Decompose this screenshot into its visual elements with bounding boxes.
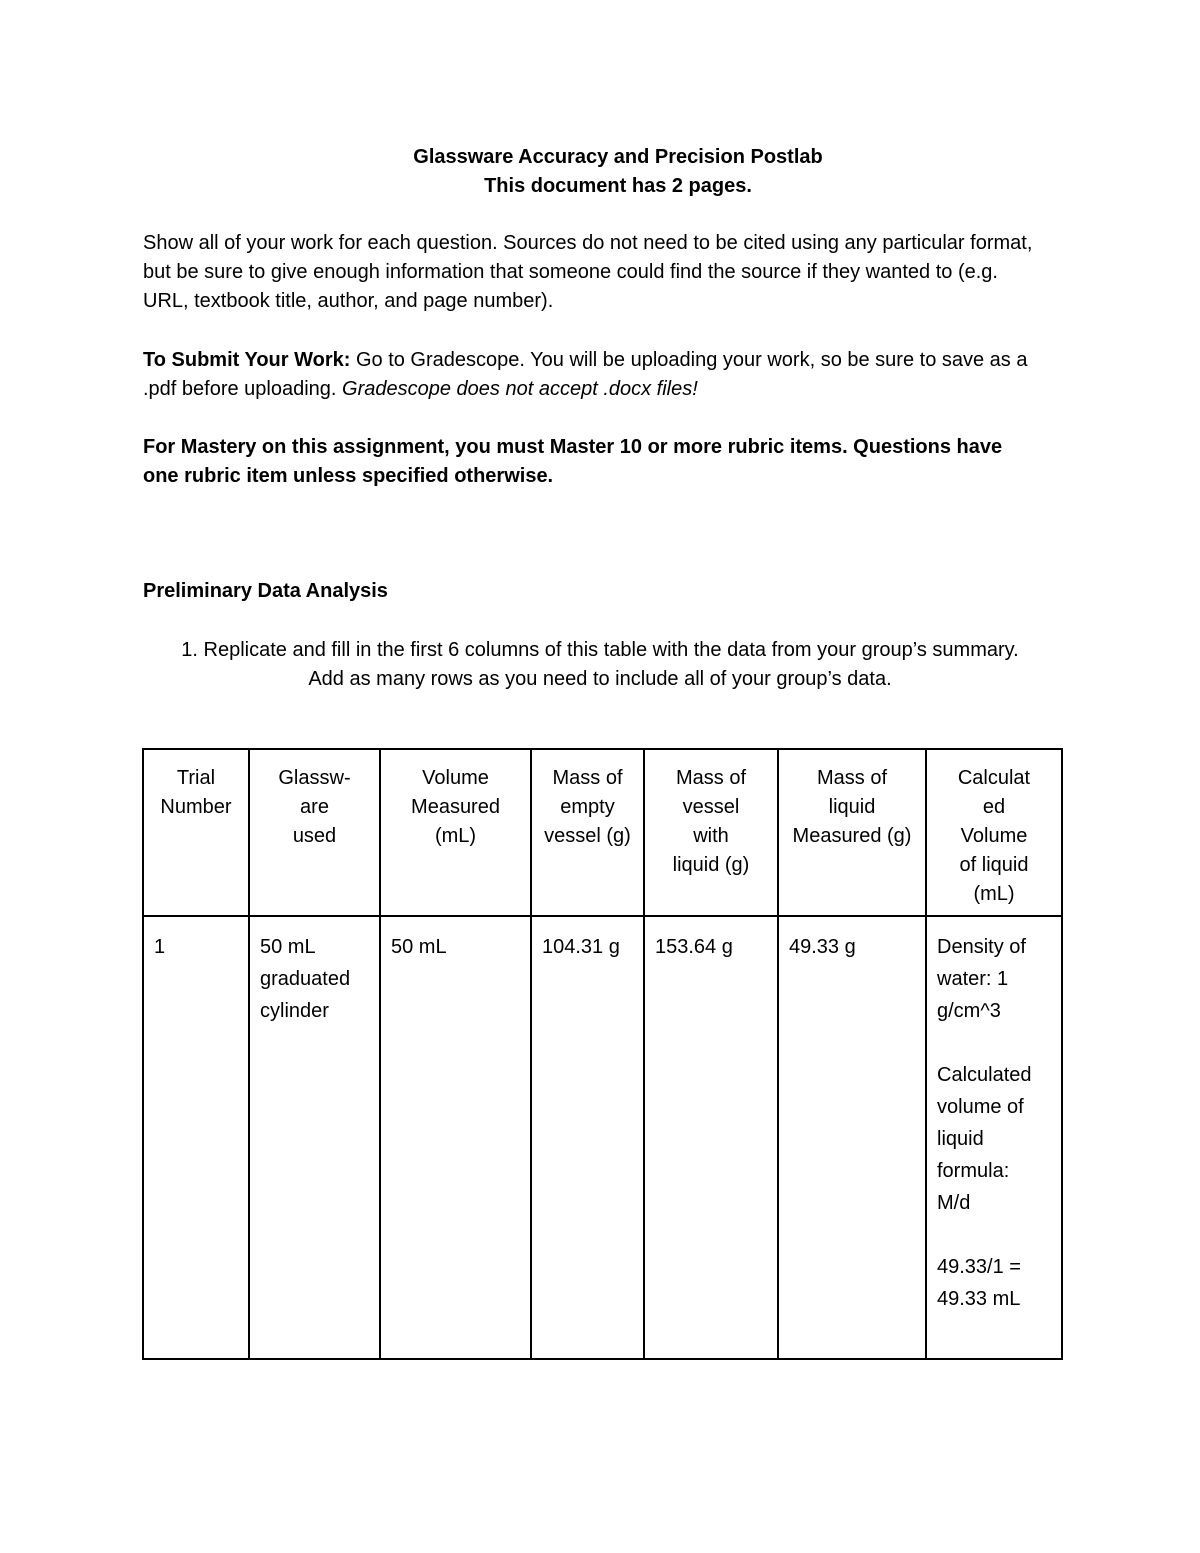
header-mass-empty-vessel: Mass of empty vessel (g) [531, 749, 644, 916]
header-calculated-volume: Calculat ed Volume of liquid (mL) [926, 749, 1062, 916]
cell-vessel-liquid-mass: 153.64 g [644, 916, 778, 1359]
cell-glassware: 50 mL graduated cylinder [249, 916, 380, 1359]
intro-paragraph: Show all of your work for each question. Sources do not need to be cited using any particular format, but be sure to give enough information that someone could find the source if they wanted to (e.g. URL, textbook title, author, and page number). [143, 232, 1033, 312]
mastery-paragraph: For Mastery on this assignment, you must Master 10 or more rubric items. Questions have one rubric item unless specified otherwise. [143, 436, 1003, 487]
table-row [143, 916, 1062, 1359]
data-table [142, 748, 1063, 1360]
submit-text: Go to Gradescope. You will be uploading your work, so be sure to save as a .pdf before uploading. [143, 349, 1028, 400]
cell-calculated-volume: Density of water: 1 g/cm^3 Calculated volume of liquid formula: M/d 49.33/1 = 49.33 mL [926, 916, 1062, 1359]
header-glassware-used: Glassw- are used [249, 749, 380, 916]
question-1: 1. Replicate and fill in the first 6 columns of this table with the data from your group’s summary. Add as many rows as you need to include all of your group’s data. [181, 639, 1019, 690]
header-mass-vessel-with-liquid: Mass of vessel with liquid (g) [644, 749, 778, 916]
document-title [0, 143, 1200, 201]
cell-empty-mass: 104.31 g [531, 916, 644, 1359]
submit-warning: Gradescope does not accept .docx files! [342, 378, 698, 400]
section-heading: Preliminary Data Analysis [143, 580, 388, 602]
table-header-row [143, 749, 1062, 916]
header-volume-measured: Volume Measured (mL) [380, 749, 531, 916]
submit-label: To Submit Your Work: [143, 349, 351, 371]
cell-liquid-mass: 49.33 g [778, 916, 926, 1359]
header-trial-number: Trial Number [143, 749, 249, 916]
title-line-1: Glassware Accuracy and Precision Postlab [413, 146, 823, 168]
header-mass-liquid-measured: Mass of liquid Measured (g) [778, 749, 926, 916]
cell-volume: 50 mL [380, 916, 531, 1359]
submit-paragraph [143, 346, 1043, 404]
title-line-2: This document has 2 pages. [484, 175, 752, 197]
cell-trial: 1 [143, 916, 249, 1359]
